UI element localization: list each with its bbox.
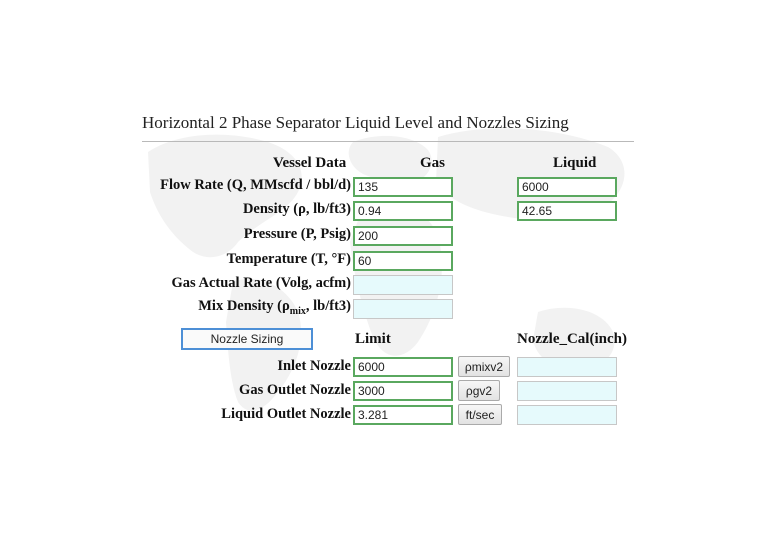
gas-outlet-nozzle-limit-input[interactable] — [353, 381, 453, 401]
title-divider — [142, 141, 634, 142]
inlet-nozzle-cal-output — [517, 357, 617, 377]
density-label: Density (ρ, lb/ft3) — [242, 201, 351, 217]
gas-outlet-nozzle-label: Gas Outlet Nozzle — [239, 382, 351, 398]
mix-density-output — [353, 299, 453, 319]
liquid-flow-rate-input[interactable] — [517, 177, 617, 197]
gas-column-header: Gas — [420, 155, 446, 171]
temperature-input[interactable] — [353, 251, 453, 271]
liquid-density-input[interactable] — [517, 201, 617, 221]
nozzle-cal-column-header: Nozzle_Cal(inch) — [517, 331, 627, 347]
nozzle-sizing-button[interactable]: Nozzle Sizing — [181, 328, 313, 350]
inlet-nozzle-limit-input[interactable] — [353, 357, 453, 377]
mix-density-label — [198, 298, 351, 317]
flow-rate-label: Flow Rate (Q, MMscfd / bbl/d) — [160, 177, 351, 193]
pressure-label: Pressure (P, Psig) — [243, 226, 351, 242]
liquid-outlet-nozzle-cal-output — [517, 405, 617, 425]
liquid-outlet-nozzle-limit-input[interactable] — [353, 405, 453, 425]
pressure-input[interactable] — [353, 226, 453, 246]
inlet-nozzle-unit-button[interactable]: ρmixv2 — [458, 356, 510, 377]
gas-density-input[interactable] — [353, 201, 453, 221]
mix-density-label-suffix: , lb/ft3) — [305, 298, 351, 314]
mix-density-label-sub: mix — [289, 305, 306, 317]
gas-flow-rate-input[interactable] — [353, 177, 453, 197]
liquid-outlet-nozzle-unit-button[interactable]: ft/sec — [458, 404, 502, 425]
liquid-column-header: Liquid — [553, 155, 597, 171]
limit-column-header: Limit — [355, 331, 391, 347]
gas-actual-rate-output — [353, 275, 453, 295]
liquid-outlet-nozzle-label: Liquid Outlet Nozzle — [221, 406, 351, 422]
mix-density-label-prefix: Mix Density (ρ — [198, 298, 290, 314]
page-title: Horizontal 2 Phase Separator Liquid Level and Nozzles Sizing — [142, 113, 569, 132]
gas-outlet-nozzle-cal-output — [517, 381, 617, 401]
temperature-label: Temperature (T, °F) — [226, 251, 351, 267]
gas-actual-rate-label: Gas Actual Rate (Volg, acfm) — [171, 275, 351, 291]
vessel-data-header: Vessel Data — [273, 155, 347, 171]
inlet-nozzle-label: Inlet Nozzle — [277, 358, 351, 374]
gas-outlet-nozzle-unit-button[interactable]: ρgv2 — [458, 380, 500, 401]
